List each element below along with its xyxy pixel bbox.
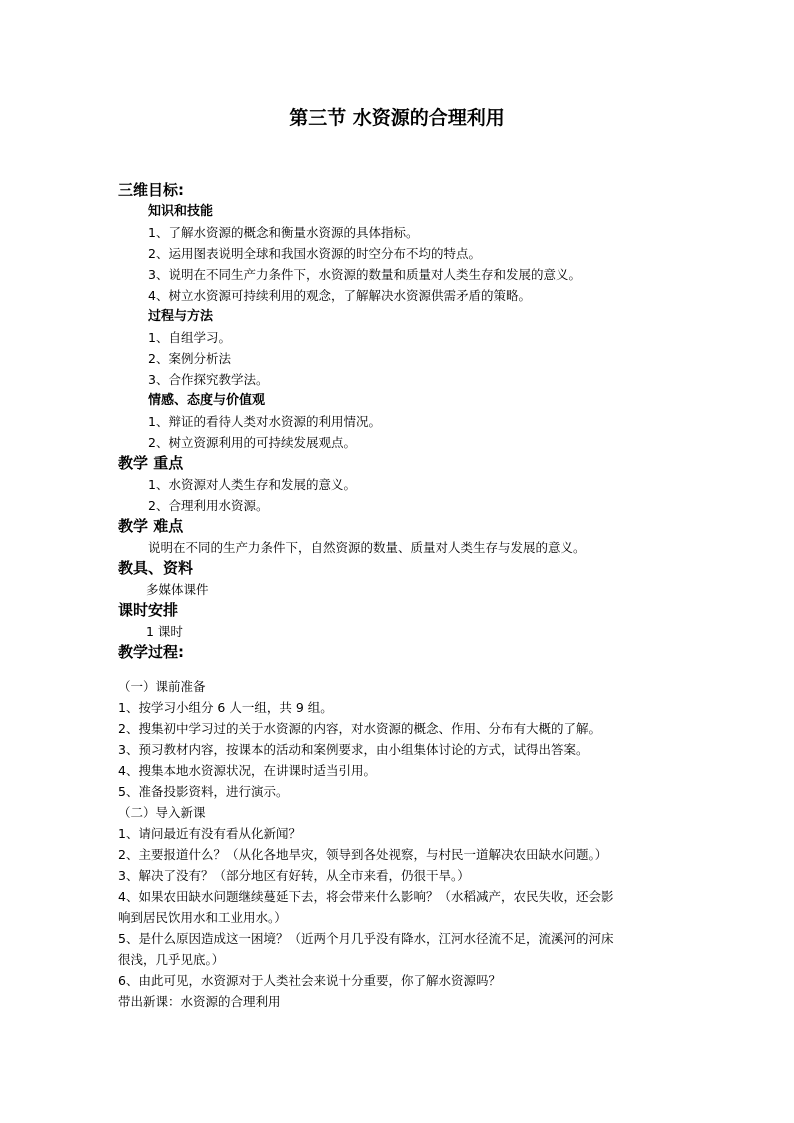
list-item: 3、合作探究教学法。 — [148, 372, 269, 387]
list-item: 3、解决了没有？（部分地区有好转，从全市来看，仍很干旱。） — [118, 868, 470, 883]
list-item: 3、预习教材内容，按课本的活动和案例要求，由小组集体讨论的方式，试得出答案。 — [118, 742, 589, 757]
list-item: 4、搜集本地水资源状况，在讲课时适当引用。 — [118, 763, 376, 778]
heading-materials: 教具、资料 — [118, 559, 194, 577]
paragraph: 1 课时 — [146, 624, 183, 639]
document-body — [118, 180, 678, 1012]
list-item: 6、由此可见，水资源对于人类社会来说十分重要，你了解水资源吗？ — [118, 973, 501, 988]
list-item: 2、合理利用水资源。 — [148, 498, 269, 513]
paragraph: 多媒体课件 — [146, 582, 209, 597]
list-item: 1、水资源对人类生存和发展的意义。 — [148, 477, 356, 492]
heading-difficulty: 教学 难点 — [118, 517, 184, 535]
list-item: 1、辩证的看待人类对水资源的利用情况。 — [148, 414, 381, 429]
paragraph: 说明在不同的生产力条件下，自然资源的数量、质量对人类生存与发展的意义。 — [148, 540, 586, 555]
list-item: 4、如果农田缺水问题继续蔓延下去，将会带来什么影响？（水稻减产，农民失收，还会影 — [118, 889, 614, 904]
heading-key-points: 教学 重点 — [118, 454, 184, 472]
heading-objectives: 三维目标: — [118, 181, 184, 199]
list-item: 1、按学习小组分 6 人一组，共 9 组。 — [118, 700, 333, 715]
list-item: 1、自组学习。 — [148, 330, 231, 345]
heading-teaching-process: 教学过程: — [118, 643, 184, 661]
list-item: 2、主要报道什么？（从化各地旱灾，领导到各处视察，与村民一道解决农田缺水问题。） — [118, 847, 608, 862]
list-item: 5、准备投影资料，进行演示。 — [118, 784, 289, 799]
page-title: 第三节 水资源的合理利用 — [289, 107, 505, 129]
spacer — [118, 663, 678, 676]
list-item: 5、是什么原因造成这一困境？（近两个月几乎没有降水，江河水径流不足，流溪河的河床 — [118, 931, 614, 946]
list-item: 2、搜集初中学习过的关于水资源的内容，对水资源的概念、作用、分布有大概的了解。 — [118, 721, 601, 736]
list-item: 1、请问最近有没有看从化新闻？ — [118, 826, 301, 841]
subheading-intro: （二）导入新课 — [118, 805, 206, 820]
list-item: 4、树立水资源可持续利用的观念，了解解决水资源供需矛盾的策略。 — [148, 288, 531, 303]
list-item: 2、案例分析法 — [148, 351, 231, 366]
list-item: 3、说明在不同生产力条件下，水资源的数量和质量对人类生存和发展的意义。 — [148, 267, 581, 282]
list-item-continuation: 很浅，几乎见底。） — [118, 952, 225, 967]
subheading-knowledge: 知识和技能 — [148, 204, 214, 219]
subheading-prep: （一）课前准备 — [118, 679, 206, 694]
closing-line: 带出新课：水资源的合理利用 — [118, 994, 281, 1009]
subheading-emotion: 情感、态度与价值观 — [148, 393, 266, 408]
heading-schedule: 课时安排 — [118, 601, 179, 619]
subheading-process-method: 过程与方法 — [148, 309, 214, 324]
list-item: 2、树立资源利用的可持续发展观点。 — [148, 435, 356, 450]
list-item-continuation: 响到居民饮用水和工业用水。） — [118, 910, 287, 925]
list-item: 2、运用图表说明全球和我国水资源的时空分布不均的特点。 — [148, 246, 481, 261]
list-item: 1、了解水资源的概念和衡量水资源的具体指标。 — [148, 225, 419, 240]
